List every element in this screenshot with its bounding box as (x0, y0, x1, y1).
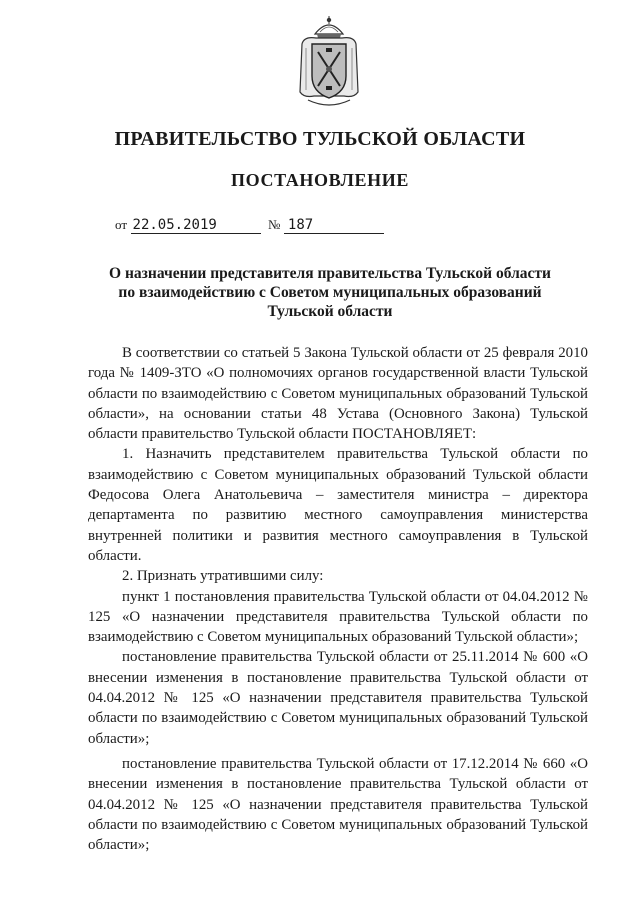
repealed-item-paragraph: постановление правительства Тульской области от 25.11.2014 № 600 «О внесении изменения в постановление правительства Тульской области от 04.04.2012 № 125 «О назначении представителя правительства Тульской области по взаимодействию с Советом муниципальных образований Тульской области»; (88, 649, 588, 747)
document-type: ПОСТАНОВЛЕНИЕ (231, 170, 409, 190)
subject-line: О назначении представителя правительства Тульской области (109, 265, 551, 282)
repealed-item-paragraph: пункт 1 постановления правительства Тульской области от 04.04.2012 № 125 «О назначении представителя правительства Тульской области по взаимодействию с Советом муниципальных образований Тульской области»; (88, 588, 588, 646)
tula-coat-of-arms-icon (298, 14, 360, 114)
number-prefix: № (268, 217, 281, 232)
date-prefix: от (115, 217, 128, 232)
document-body (88, 343, 588, 855)
repealed-item-paragraph: постановление правительства Тульской области от 17.12.2014 № 660 «О внесении изменения в постановление правительства Тульской области от 04.04.2012 № 125 «О назначении представителя правительства Тульской области по взаимодействию с Советом муниципальных образований Тульской области»; (88, 755, 588, 854)
clause-1-paragraph: 1. Назначить представителем правительства Тульской области по взаимодействию с Советом муниципальных образований Тульской области Федосова Олега Анатольевича – заместителя министра – директора департамента по развитию местного самоуправления министерства внутренней политики и развития местного самоуправления в Тульской области. (88, 446, 588, 564)
subject-line: по взаимодействию с Советом муниципальных образований (118, 284, 542, 301)
registration-date: 22.05.2019 (131, 217, 261, 234)
preamble-paragraph: В соответствии со статьей 5 Закона Тульской области от 25 февраля 2010 года № 1409-ЗТО «О полномочиях органов государственной власти Тульской области по взаимодействию с Советом муниципальных образований Тульской области», на основании статьи 48 Устава (Основного Закона) Тульской области правительство Тульской области ПОСТАНОВЛЯЕТ: (88, 345, 588, 443)
registration-line (115, 217, 384, 234)
document-subject (80, 264, 580, 321)
government-title: ПРАВИТЕЛЬСТВО ТУЛЬСКОЙ ОБЛАСТИ (114, 128, 526, 150)
registration-number: 187 (284, 217, 384, 234)
clause-2-paragraph: 2. Признать утратившими силу: (122, 568, 324, 585)
subject-line: Тульской области (267, 303, 393, 320)
